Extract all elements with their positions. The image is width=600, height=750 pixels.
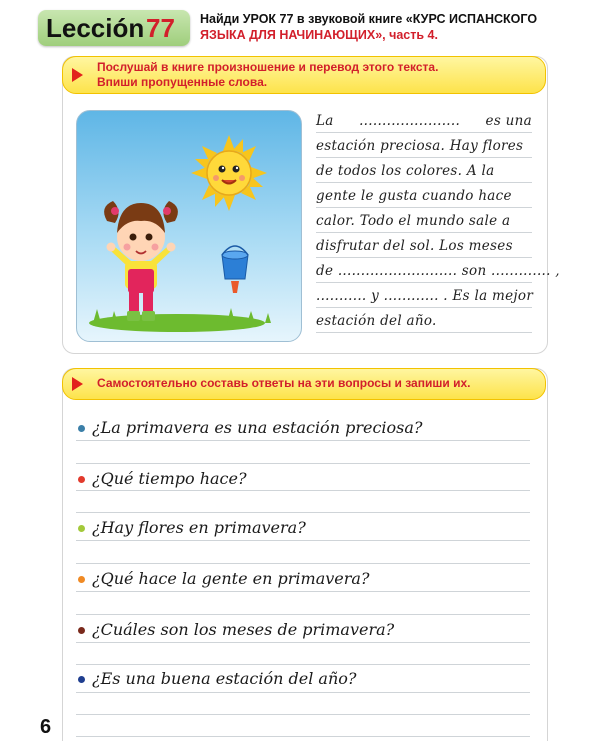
answer-line[interactable] — [76, 490, 530, 491]
page-number: 6 — [40, 716, 52, 738]
question-3: ¿Hay flores en primavera? — [92, 518, 306, 537]
question-5: ¿Cuáles son los meses de primavera? — [92, 620, 395, 639]
lesson-number: 77 — [146, 13, 175, 43]
bullet-icon — [78, 476, 85, 483]
exercise1-banner — [62, 56, 546, 94]
answer-line[interactable] — [76, 736, 530, 737]
header-instruction — [200, 11, 560, 43]
bullet-icon — [78, 525, 85, 532]
answer-line[interactable] — [76, 664, 530, 665]
ruled-line — [316, 207, 532, 208]
lesson-badge — [38, 10, 190, 46]
ruled-line — [316, 307, 532, 308]
answer-line[interactable] — [76, 440, 530, 441]
exercise2-instruction: Самостоятельно составь ответы на эти вопросы и запиши их. — [97, 376, 471, 390]
answer-line[interactable] — [76, 540, 530, 541]
text-word: es una — [485, 113, 532, 129]
bullet-icon — [78, 676, 85, 683]
bullet-icon — [78, 425, 85, 432]
ruled-line — [316, 182, 532, 183]
ruled-line — [316, 257, 532, 258]
exercise1-instruction — [97, 60, 438, 90]
answer-line[interactable] — [76, 642, 530, 643]
lesson-title: Lección — [46, 13, 145, 43]
question-1: ¿La primavera es una estación preciosa? — [92, 418, 423, 437]
bucket-icon — [222, 246, 248, 293]
question-4: ¿Qué hace la gente en primavera? — [92, 569, 370, 588]
instruction-line-2: ЯЗЫКА ДЛЯ НАЧИНАЮЩИХ», часть 4. — [200, 28, 438, 42]
spring-illustration — [76, 110, 302, 342]
answer-line[interactable] — [76, 614, 530, 615]
question-6: ¿Es una buena estación del año? — [92, 669, 357, 688]
answer-line[interactable] — [76, 714, 530, 715]
text-line-4: gente le gusta cuando hace — [316, 188, 512, 204]
text-line-1 — [316, 113, 532, 137]
text-line-2: estación preciosa. Hay flores — [316, 138, 524, 154]
exercise1-instruction-line1: Послушай в книге произношение и перевод этого текста. — [97, 60, 439, 74]
text-line-8[interactable]: ........... y ............ . Es la mejor — [316, 288, 534, 304]
question-2: ¿Qué tiempo hace? — [92, 469, 247, 488]
text-line-7[interactable]: de .......................... son ............. , — [316, 263, 560, 279]
ruled-line — [316, 282, 532, 283]
sun-icon — [191, 135, 267, 211]
answer-line[interactable] — [76, 463, 530, 464]
arrow-icon — [72, 68, 83, 82]
bullet-icon — [78, 576, 85, 583]
ruled-line — [316, 157, 532, 158]
girl-figure — [104, 201, 178, 321]
instruction-text-c: в звуковой книге «КУРС ИСПАНСКОГО — [293, 12, 538, 26]
exercise1-instruction-line2: Впиши пропущенные слова. — [97, 75, 268, 89]
bullet-icon — [78, 627, 85, 634]
text-line-9: estación del año. — [316, 313, 437, 329]
ruled-line — [316, 332, 532, 333]
text-word: La — [316, 113, 334, 129]
answer-line[interactable] — [76, 591, 530, 592]
exercise2-banner — [62, 368, 546, 400]
answer-line[interactable] — [76, 692, 530, 693]
text-line-5: calor. Todo el mundo sale a — [316, 213, 511, 229]
grass — [89, 308, 271, 332]
instruction-text-a: Найди — [200, 12, 243, 26]
answer-line[interactable] — [76, 563, 530, 564]
answer-line[interactable] — [76, 512, 530, 513]
text-line-3: de todos los colores. A la — [316, 163, 495, 179]
ruled-line — [316, 232, 532, 233]
text-line-6: disfrutar del sol. Los meses — [316, 238, 513, 254]
instruction-lesson-ref: УРОК 77 — [242, 12, 294, 26]
ruled-line — [316, 132, 532, 133]
arrow-icon — [72, 377, 83, 391]
blank-space[interactable]: ...................... — [359, 113, 461, 129]
illustration-svg — [77, 111, 301, 341]
